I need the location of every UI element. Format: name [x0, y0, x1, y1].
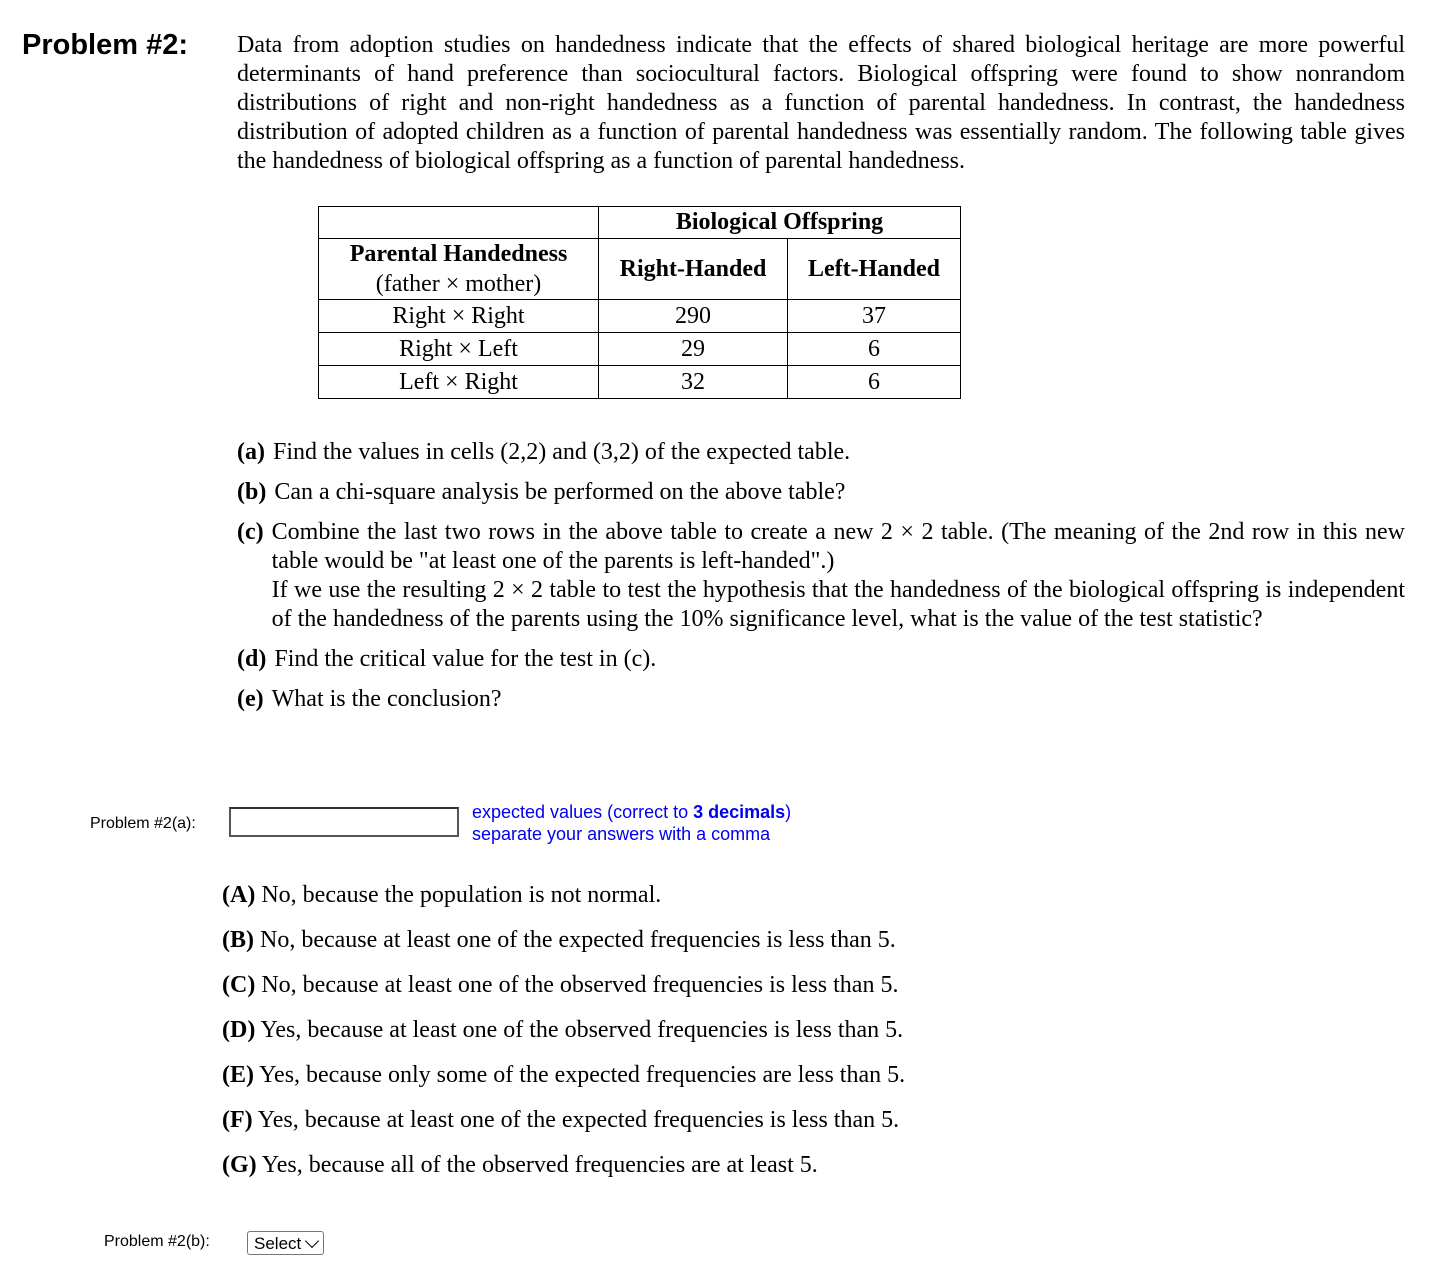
- cell-value: 29: [599, 333, 788, 366]
- row-label: Left × Right: [319, 366, 599, 399]
- table-group-header: Biological Offspring: [599, 207, 961, 239]
- option-letter: (C): [222, 972, 256, 998]
- option-letter: (E): [222, 1062, 254, 1088]
- select-value: Select: [254, 1234, 302, 1253]
- question-text: Can a chi-square analysis be performed on the above table?: [274, 479, 846, 505]
- answer-a-input[interactable]: [229, 807, 459, 837]
- option-item: [222, 1015, 905, 1060]
- option-text: Yes, because at least one of the expected frequencies is less than 5.: [252, 1107, 900, 1133]
- table-row: [319, 366, 961, 399]
- option-item: [222, 880, 905, 925]
- handedness-table: [318, 206, 961, 399]
- option-list: [222, 880, 905, 1195]
- table-row: [319, 300, 961, 333]
- hint-line-1: [472, 801, 791, 823]
- option-text: No, because at least one of the expected frequencies is less than 5.: [254, 927, 896, 953]
- option-letter: (B): [222, 927, 254, 953]
- question-text: Find the critical value for the test in (c).: [274, 646, 657, 672]
- answer-row-a: [0, 800, 1450, 850]
- problem-title: Problem #2:: [22, 29, 188, 61]
- option-text: Yes, because only some of the expected frequencies are less than 5.: [254, 1062, 906, 1088]
- hint-post: ): [785, 802, 792, 822]
- option-letter: (F): [222, 1107, 253, 1133]
- table-row: [319, 333, 961, 366]
- cell-value: 37: [788, 300, 961, 333]
- question-item: [237, 645, 1405, 674]
- question-tag: (c): [237, 519, 264, 545]
- answer-b-select[interactable]: [247, 1231, 324, 1255]
- option-letter: (D): [222, 1017, 256, 1043]
- option-text: No, because the population is not normal.: [255, 882, 662, 908]
- option-letter: (A): [222, 882, 256, 908]
- table-row-header: [319, 239, 599, 300]
- question-text-part2: If we use the resulting 2 × 2 table to test the hypothesis that the handedness of the biological offspring is independent of the handedness of the parents using the 10% significance level, what is the value of the test statistic?: [271, 577, 1405, 632]
- question-list: [237, 438, 1405, 725]
- table-header-row: [319, 207, 961, 239]
- row-header-title: Parental Handedness: [349, 241, 568, 267]
- question-tag: (e): [237, 686, 264, 712]
- question-text: [272, 518, 1405, 634]
- option-item: [222, 1150, 905, 1195]
- cell-value: 32: [599, 366, 788, 399]
- question-item: [237, 518, 1405, 634]
- question-text: What is the conclusion?: [271, 686, 502, 712]
- option-letter: (G): [222, 1152, 257, 1178]
- question-text-part1: Combine the last two rows in the above table to create a new 2 × 2 table. (The meaning of the 2nd row in this new table would be "at least one of the parents is left-handed".): [271, 519, 1405, 574]
- cell-value: 6: [788, 333, 961, 366]
- problem-intro: Data from adoption studies on handedness indicate that the effects of shared biological heritage are more powerful determinants of hand preference than sociocultural factors. Biological offspring were found to show nonrandom distributions of right and non-right handedness as a function of parental handedness. In contrast, the handedness distribution of adopted children as a function of parental handedness was essentially random. The following table gives the handedness of biological offspring as a function of parental handedness.: [237, 32, 1405, 174]
- row-header-sub: (father × mother): [375, 271, 542, 297]
- question-item: [237, 478, 1405, 507]
- question-item: [237, 685, 1405, 714]
- answer-b-label: Problem #2(b):: [104, 1233, 210, 1250]
- question-text: Find the values in cells (2,2) and (3,2) of the expected table.: [272, 439, 851, 465]
- hint-bold: 3 decimals: [693, 802, 786, 822]
- cell-value: 6: [788, 366, 961, 399]
- hint-line-2: separate your answers with a comma: [472, 824, 771, 844]
- answer-a-hint: [472, 801, 791, 845]
- question-tag: (a): [237, 439, 265, 465]
- option-item: [222, 1105, 905, 1150]
- question-tag: (b): [237, 479, 267, 505]
- question-tag: (d): [237, 646, 267, 672]
- option-text: Yes, because at least one of the observed frequencies is less than 5.: [255, 1017, 904, 1043]
- cell-value: 290: [599, 300, 788, 333]
- answer-row-b: [0, 1226, 1450, 1260]
- option-text: Yes, because all of the observed frequencies are at least 5.: [256, 1152, 818, 1178]
- answer-a-label: Problem #2(a):: [90, 815, 196, 832]
- option-item: [222, 925, 905, 970]
- col-header-left-handed: Left-Handed: [788, 239, 961, 300]
- col-header-right-handed: Right-Handed: [599, 239, 788, 300]
- table-subheader-row: [319, 239, 961, 300]
- question-item: [237, 438, 1405, 467]
- table-corner-cell: [319, 207, 599, 239]
- hint-pre: expected values (correct to: [472, 802, 694, 822]
- chevron-down-icon: [305, 1234, 319, 1248]
- row-label: Right × Right: [319, 300, 599, 333]
- row-label: Right × Left: [319, 333, 599, 366]
- option-item: [222, 970, 905, 1015]
- option-item: [222, 1060, 905, 1105]
- option-text: No, because at least one of the observed frequencies is less than 5.: [255, 972, 899, 998]
